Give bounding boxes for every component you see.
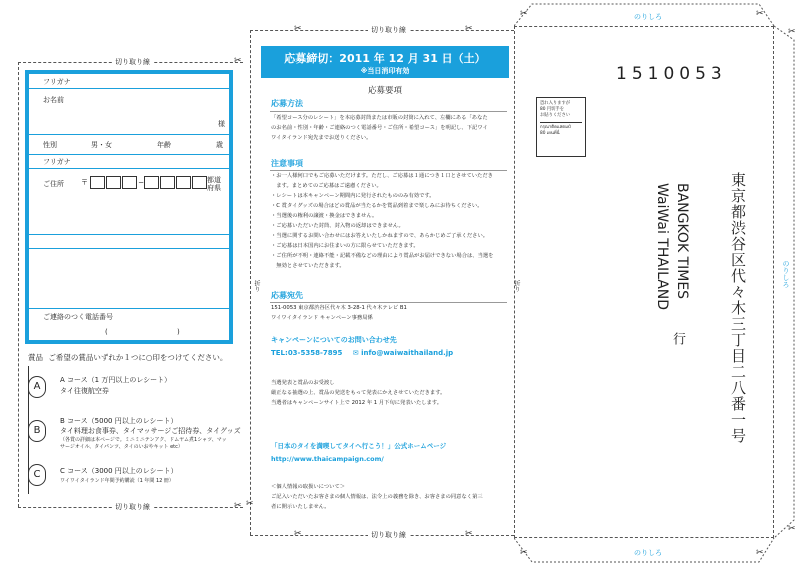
scissors-icon: ✂	[520, 548, 528, 558]
method-text: 「希望コース分のレシート」を本応募封筒または市販の封筒に入れて、左欄にある「あなた のお名前・性別・年齢・ご連絡のつく電話番号・ご住所・希望コース」を明記し、下記ワイ ワイタイランド宛先までお送りください。	[271, 115, 488, 141]
postal-mark: 〒	[81, 178, 88, 187]
scissors-icon: ✂	[234, 56, 242, 66]
contact-heading: キャンペーンについてのお問い合わせ先	[271, 336, 397, 344]
tel-text[interactable]: TEL:03-5358-7895	[271, 349, 343, 357]
gender-options[interactable]: 男・女	[91, 141, 112, 149]
destination-text: 151-0053 東京都渋谷区代々木 3-28-1 代々木テレビ B1 ワイワイタイランド キャンペーン事務局係	[271, 305, 407, 321]
prize-a-desc: タイ往復航空券	[60, 387, 109, 395]
norishiro-top: のりしろ	[634, 13, 662, 21]
scissors-icon: ✂	[520, 9, 528, 19]
contact-info	[271, 349, 453, 357]
address-label: ご住所	[43, 180, 64, 188]
site-heading: 「日本のタイを満喫してタイへ行こう！」公式ホームページ	[271, 442, 447, 450]
prize-b-note: （各賞の詳細は本ページで。ミニミニテンアク、ドムヤム煮1シャツ、マッサージオイル、タイパンツ、タイのいおやキット etc）	[60, 437, 227, 450]
postal-dash: −	[138, 178, 145, 187]
phone-paren-close: )	[177, 328, 180, 336]
furigana-label-2: フリガナ	[43, 158, 71, 166]
gyo-label: 行	[670, 332, 685, 345]
company-name-2: WaiWai THAILAND	[654, 183, 670, 311]
furigana-label: フリガナ	[43, 78, 71, 86]
destination-heading: 応募宛先	[271, 291, 303, 300]
cut-line-mid-left	[250, 30, 251, 535]
scissors-icon: ✂	[246, 499, 254, 509]
stamp-box: 恐れ入りますが 80 円切手を お貼りください กรุณาติดแสตมป์ 80 เยนที่นี่	[536, 97, 586, 157]
prize-a-icon[interactable]: A	[28, 376, 46, 398]
mail-link[interactable]: info@waiwaithailand.jp	[361, 349, 454, 357]
recipient-address: 東京都渋谷区代々木三丁目二八番一号	[729, 172, 747, 444]
site-url[interactable]: http://www.thaicampaign.com/	[271, 455, 384, 463]
phone-label: ご連絡のつく電話番号	[43, 313, 113, 321]
prize-c-title: C コース（3000 円以上のレシート）	[60, 467, 178, 475]
prize-c-note: ワイワイタイランド年間予約購読（1 年間 12 冊）	[60, 478, 174, 484]
postal-code: 1510053	[616, 64, 727, 84]
notes-heading: 注意事項	[271, 159, 303, 168]
scissors-icon: ✂	[756, 548, 764, 558]
announce-text: 当選発表と賞品のお受渡し 厳正なる抽選の上、賞品の発送をもって発表にかえさせていただきます。 当選者はキャンペーンサイト上で 2012 年 1 月下旬に発表いたします。	[271, 380, 446, 406]
company-name-1: BANGKOK TIMES	[674, 183, 690, 300]
scissors-icon: ✂	[465, 529, 473, 539]
prize-b-desc: タイ料理お食事券、タイマッサージご招待券、タイグッズ	[60, 427, 241, 435]
scissors-icon: ✂	[294, 24, 302, 34]
scissors-icon: ✂	[234, 501, 242, 511]
prize-c-icon[interactable]: C	[28, 464, 46, 486]
todofuken-label: 都道府県	[207, 176, 221, 192]
cut-label-left-top: 切り取り線	[112, 57, 153, 67]
cut-line-left-side	[18, 62, 19, 507]
privacy-text: ＜個人情報の取扱いについて＞ ご記入いただいたお客さまの個人情報は、法令上の義務を除き、お客さまの同意なく第三 者に開示いたしません。	[271, 484, 483, 510]
norishiro-right: のりしろ	[782, 260, 790, 288]
scissors-icon: ✂	[788, 524, 796, 534]
name-label: お名前	[43, 96, 64, 104]
method-heading: 応募方法	[271, 99, 303, 108]
prize-heading: 賞品 ご希望の賞品いずれか１つに○印をつけてください。	[28, 353, 228, 362]
postmark-text: ※当日消印有効	[360, 67, 410, 75]
postal-code-boxes[interactable]	[81, 176, 208, 189]
fold-mark-left: 折り	[253, 280, 260, 292]
entry-form	[25, 70, 233, 344]
norishiro-bottom: のりしろ	[634, 549, 662, 557]
cut-label-left-bottom: 切り取り線	[112, 502, 153, 512]
scissors-icon: ✂	[788, 27, 796, 37]
scissors-icon: ✂	[756, 9, 764, 19]
prize-a-title: A コース（1 万円以上のレシート）	[60, 376, 172, 384]
mail-icon: ✉	[352, 349, 359, 357]
notes-text: ・お一人様何口でもご応募いただけます。ただし、ご応募は１通につき１口とさせていただき ます。まとめてのご応募はご遠慮ください。 ・レシートは本キャンペーン期間内に発行されたもののみ有効です。 ・C 賞タイグッズの場合はどの賞品が当たるかを賞品到着まで楽しみにお待ちください。 ・当選後の権利の譲渡・換金はできません。 ・ご応募いただいた封筒、封入物の返却はできません。 ・当選に関するお問い合わせにはお答えいたしかねますので、あらかじめご了承ください。 ・ご応募は日本国内にお住まいの方に限らせていただきます。 ・ご住所が不明・連絡不能・記載不備などの理由により賞品がお届けできない場合は、当選を 無効とさせていただきます。	[271, 173, 494, 269]
guidelines-title: 応募要項	[367, 86, 402, 96]
fold-mark-right: 折り	[513, 280, 520, 292]
scissors-icon: ✂	[294, 529, 302, 539]
sama-label: 様	[218, 120, 225, 128]
age-label: 年齢	[157, 141, 171, 149]
phone-paren-open: (	[105, 328, 108, 336]
prize-b-title: B コース（5000 円以上のレシート）	[60, 417, 178, 425]
prize-b-icon[interactable]: B	[28, 420, 46, 442]
deadline-text: 応募締切：2011 年 12 月 31 日（土）	[284, 52, 486, 65]
gender-age-row[interactable]	[29, 134, 229, 155]
gender-label: 性別	[43, 141, 57, 149]
deadline-banner	[261, 46, 509, 78]
sai-label: 歳	[216, 141, 223, 149]
scissors-icon: ✂	[465, 24, 473, 34]
cut-label-mid-bottom: 切り取り線	[368, 530, 409, 540]
cut-label-mid-top: 切り取り線	[368, 25, 409, 35]
